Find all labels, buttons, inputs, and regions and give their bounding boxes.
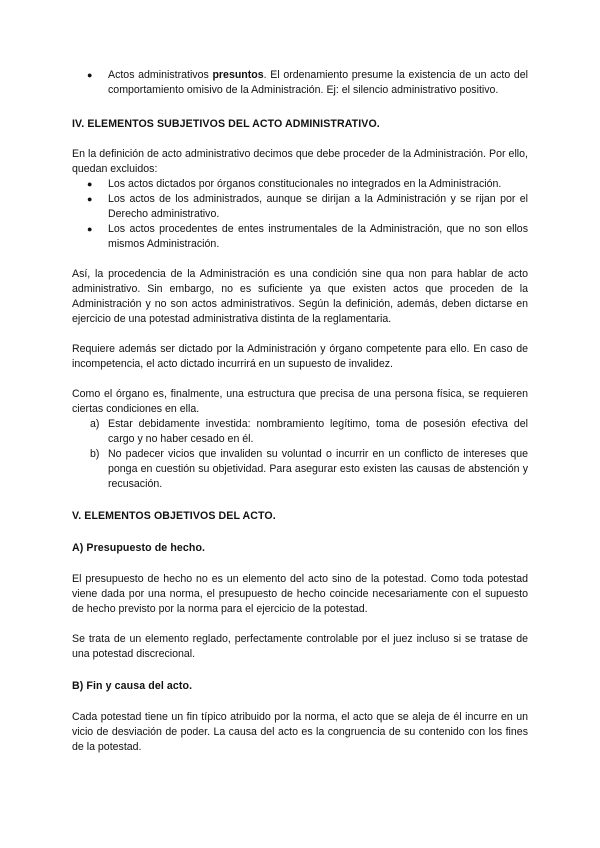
bullet-icon: ●	[87, 179, 93, 189]
exclusions-list	[72, 177, 528, 252]
section-iv-heading: IV. ELEMENTOS SUBJETIVOS DEL ACTO ADMINISTRATIVO.	[72, 118, 380, 130]
list-item-text: Los actos dictados por órganos constitucionales no integrados en la Administración.	[108, 178, 502, 190]
list-marker: a)	[90, 418, 100, 430]
subsection-b-paragraph-1: Cada potestad tiene un fin típico atribuido por la norma, el acto que se aleja de él incurre en un vicio de desviación de poder. La causa del acto es la congruencia de su contenido con los fines de la potestad.	[72, 711, 528, 753]
bullet-text-pre: Actos administrativos	[108, 69, 213, 81]
bullet-icon: ●	[87, 70, 93, 80]
list-item-text: Los actos de los administrados, aunque se dirijan a la Administración y se rijan por el Derecho administrativo.	[108, 193, 528, 220]
list-item-text: Los actos procedentes de entes instrumentales de la Administración, que no son ellos mismos Administración.	[108, 223, 528, 250]
list-item	[72, 68, 528, 98]
list-item	[72, 222, 528, 252]
document-page	[72, 68, 528, 755]
list-item	[72, 177, 528, 192]
bullet-text-post: . El ordenamiento presume la existencia de un acto del comportamiento omisivo de la Administración. Ej: el silencio administrativo positivo.	[108, 69, 528, 96]
subsection-a-heading: A) Presupuesto de hecho.	[72, 542, 206, 554]
list-item-text: No padecer vicios que invaliden su voluntad o incurrir en un conflicto de intereses que ponga en cuestión su objetividad. Para asegurar esto existen las causas de abstención y recusación.	[108, 448, 528, 490]
subsection-a-paragraph-2: Se trata de un elemento reglado, perfectamente controlable por el juez incluso si se tratase de una potestad discrecional.	[72, 633, 528, 660]
section-iv-intro: En la definición de acto administrativo decimos que debe proceder de la Administración. Por ello, quedan excluidos:	[72, 148, 528, 175]
subsection-b-heading: B) Fin y causa del acto.	[72, 680, 193, 692]
list-item	[72, 417, 528, 447]
conditions-list	[72, 417, 528, 492]
section-v-heading: V. ELEMENTOS OBJETIVOS DEL ACTO.	[72, 510, 276, 522]
list-marker: b)	[90, 448, 100, 460]
list-item	[72, 447, 528, 492]
list-item-text: Estar debidamente investida: nombramiento legítimo, toma de posesión efectiva del cargo y no haber cesado en él.	[108, 418, 528, 445]
section-iv-paragraph-3: Como el órgano es, finalmente, una estructura que precisa de una persona física, se requieren ciertas condiciones en ella.	[72, 388, 528, 415]
section-iv-paragraph-1: Así, la procedencia de la Administración es una condición sine qua non para hablar de acto administrativo. Sin embargo, no es suficiente ya que existen actos que proceden de la Administración y no son actos administrativos. Según la definición, además, deben dictarse en ejercicio de una potestad administrativa distinta de la reglamentaria.	[72, 268, 528, 325]
bullet-icon: ●	[87, 224, 93, 234]
list-item	[72, 192, 528, 222]
bullet-icon: ●	[87, 194, 93, 204]
bullet-text-bold: presuntos	[212, 69, 264, 81]
top-bullet-list	[72, 68, 528, 98]
subsection-a-paragraph-1: El presupuesto de hecho no es un elemento del acto sino de la potestad. Como toda potestad viene dada por una norma, el presupuesto de hecho coincide necesariamente con el supuesto de hecho previsto por la norma para el ejercicio de la potestad.	[72, 573, 528, 615]
section-iv-paragraph-2: Requiere además ser dictado por la Administración y órgano competente para ello. En caso de incompetencia, el acto dictado incurrirá en un supuesto de invalidez.	[72, 343, 528, 370]
